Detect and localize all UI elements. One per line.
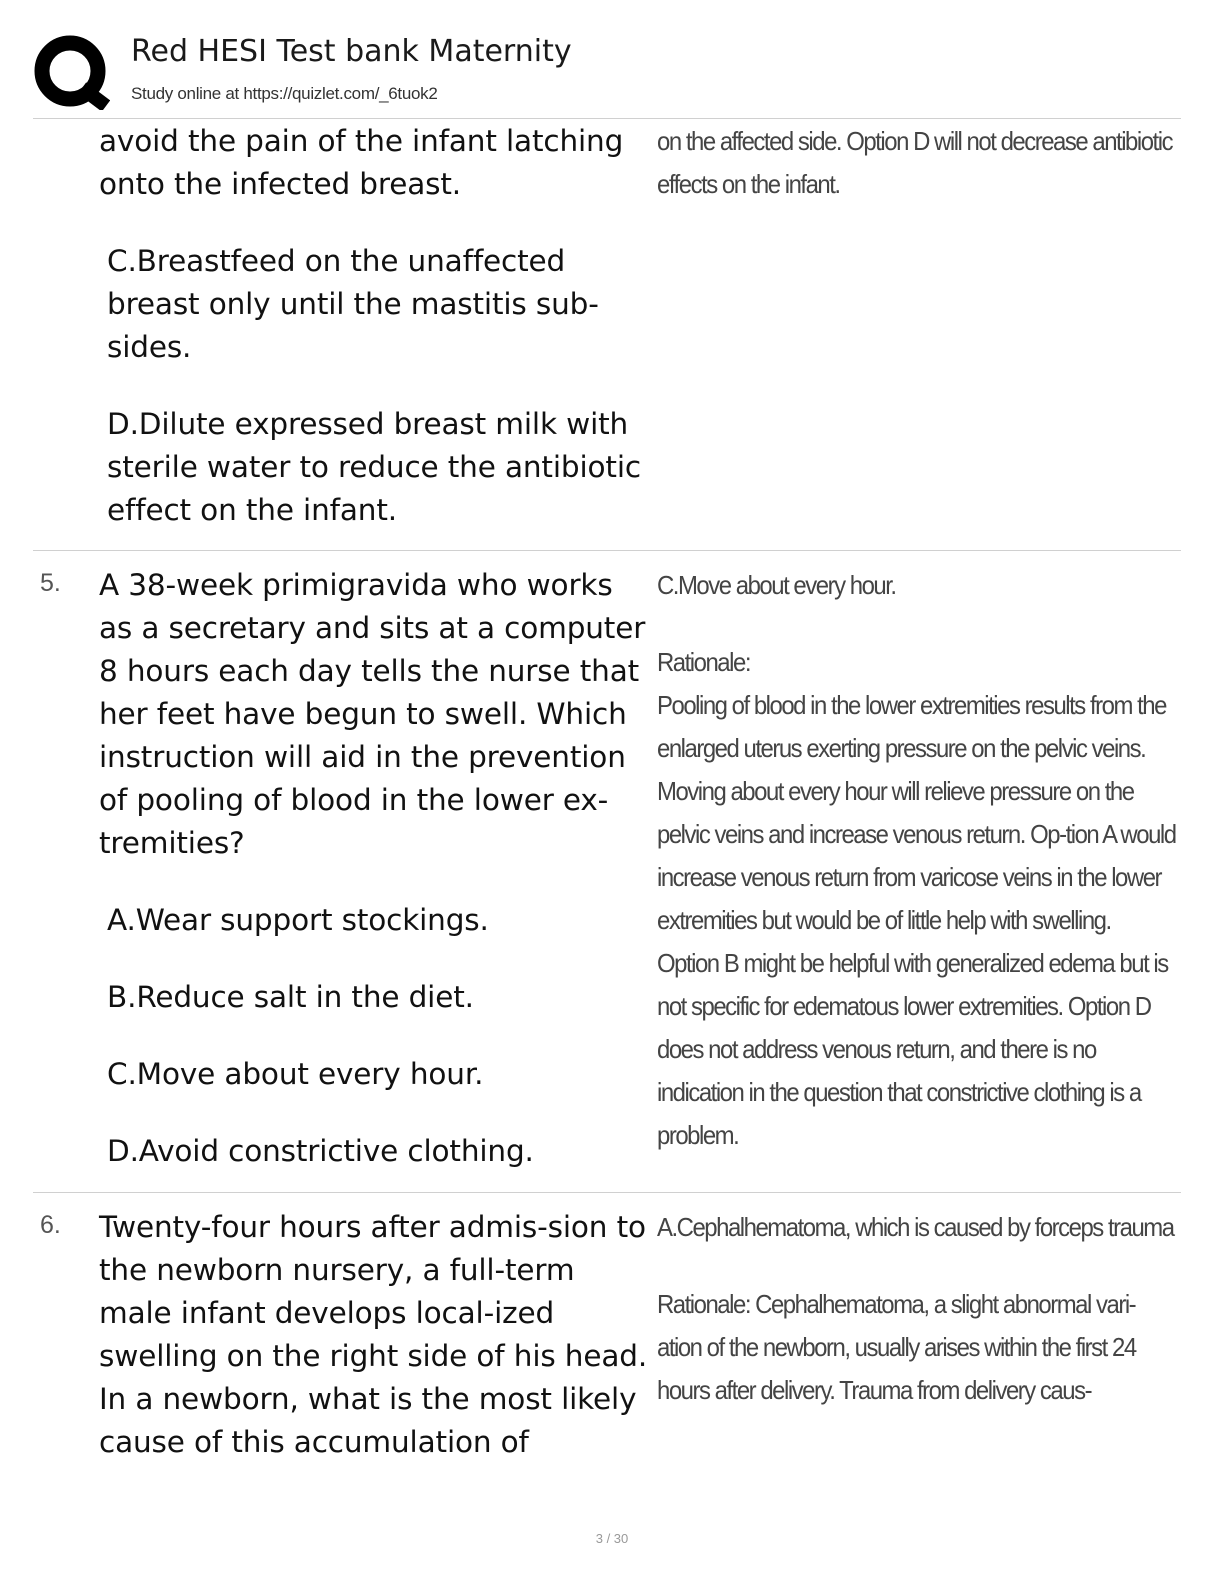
study-online-link[interactable]: Study online at https://quizlet.com/_6tuok2 bbox=[131, 84, 438, 103]
rationale-label: Rationale: bbox=[657, 647, 750, 677]
option-b: B.Reduce salt in the diet. bbox=[107, 980, 474, 1014]
page-number: 3 / 30 bbox=[595, 1531, 629, 1546]
question-column bbox=[99, 564, 654, 1173]
question-number: 6. bbox=[40, 1211, 61, 1239]
question-column bbox=[99, 120, 654, 532]
answer-text: on the affected side. Option D will not decrease antibiotic effects on the infant. bbox=[657, 126, 1173, 199]
question-column bbox=[99, 1206, 654, 1464]
answer-column bbox=[657, 1206, 1177, 1412]
rationale-text: Rationale: Cephalhematoma, a slight abnormal vari-ation of the newborn, usually arises within the first 24 hours after delivery. Trauma from delivery caus- bbox=[657, 1289, 1136, 1405]
question-number: 5. bbox=[40, 569, 61, 597]
answer-column bbox=[657, 564, 1177, 1157]
document-title: Red HESI Test bank Maternity bbox=[131, 34, 572, 69]
answer-text: C.Move about every hour. bbox=[657, 570, 896, 600]
option-d: D.Dilute expressed breast milk with sterile water to reduce the antibiotic effect on the infant. bbox=[107, 407, 641, 527]
option-c: C.Breastfeed on the unaffected breast only until the mastitis sub-sides. bbox=[107, 244, 599, 364]
option-a: A.Wear support stockings. bbox=[107, 903, 489, 937]
option-d: D.Avoid constrictive clothing. bbox=[107, 1134, 534, 1168]
question-text: avoid the pain of the infant latching onto the infected breast. bbox=[99, 124, 624, 201]
option-c: C.Move about every hour. bbox=[107, 1057, 484, 1091]
quizlet-logo-icon bbox=[34, 34, 110, 110]
question-divider bbox=[33, 550, 1181, 551]
page-header bbox=[0, 0, 1224, 120]
question-divider bbox=[33, 1192, 1181, 1193]
answer-column bbox=[657, 120, 1177, 206]
question-text: A 38-week primigravida who works as a secretary and sits at a computer 8 hours each day tells the nurse that her feet have begun to swell. Which instruction will aid in the prevention of pooling of blood in the lower ex-tremities? bbox=[99, 568, 646, 860]
question-text: Twenty-four hours after admis-sion to the newborn nursery, a full-term male infant develops local-ized swelling on the right side of his head. In a newborn, what is the most likely cause of this accumulation of bbox=[99, 1210, 648, 1459]
rationale-text: Pooling of blood in the lower extremities results from the enlarged uterus exerting pressure on the pelvic veins. Moving about every hour will relieve pressure on the pelvic veins and increase venous return. Op-tion A would increase venous return from varicose veins in the lower extremities but would be of little help with swelling. Option B might be helpful with generalized edema but is not specific for edematous lower extremities. Option D does not address venous return, and there is no indication in the question that constrictive clothing is a problem. bbox=[657, 690, 1176, 1150]
answer-text: A.Cephalhematoma, which is caused by forceps trauma bbox=[657, 1212, 1174, 1242]
header-divider bbox=[33, 118, 1181, 119]
